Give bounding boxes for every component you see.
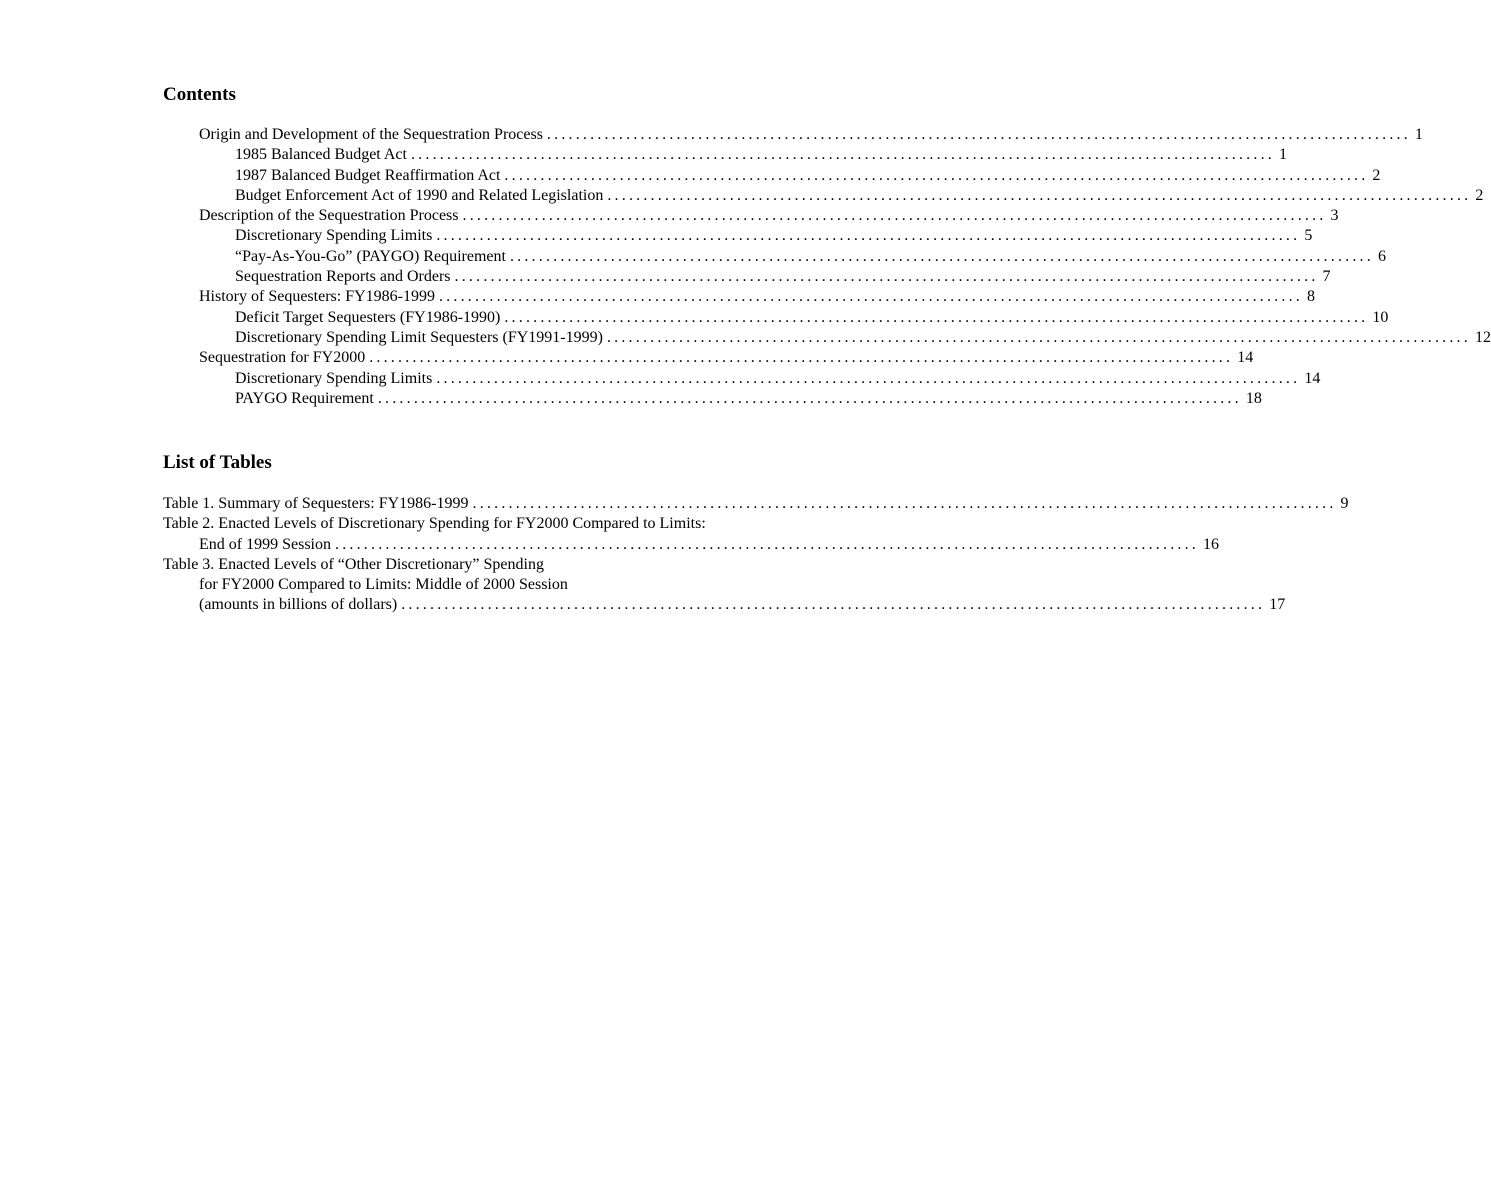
- toc-entry[interactable]: [163, 125, 1423, 145]
- contents-heading: Contents: [163, 84, 236, 105]
- toc-entry-page: 1: [1278, 146, 1287, 164]
- table-entry-2-line-1[interactable]: Table 2. Enacted Levels of Discretionary Spending for FY2000 Compared to Limits:: [163, 515, 706, 533]
- toc-entry-title: Deficit Target Sequesters (FY1986-1990): [235, 308, 501, 326]
- toc-entry-title: “Pay-As-You-Go” (PAYGO) Requirement: [235, 247, 506, 265]
- toc-entry-title: Sequestration for FY2000: [199, 349, 366, 367]
- dot-leader: ........................................................................................................................: [410, 146, 1275, 164]
- toc-entry[interactable]: [163, 348, 1254, 368]
- toc-entry[interactable]: [163, 166, 1381, 186]
- table-entry-3-line-2[interactable]: for FY2000 Compared to Limits: Middle of 2000 Session: [199, 576, 568, 594]
- toc-entry[interactable]: [163, 328, 1491, 348]
- toc-entry[interactable]: [163, 369, 1321, 389]
- dot-leader: ........................................................................................................................: [436, 369, 1301, 387]
- toc-entry-title: Discretionary Spending Limits: [235, 227, 433, 245]
- toc-entry-title: History of Sequesters: FY1986-1999: [199, 288, 435, 306]
- table-entry-page: 16: [1203, 535, 1219, 553]
- toc-entry[interactable]: [163, 206, 1339, 226]
- toc-entry-title: Description of the Sequestration Process: [199, 207, 459, 225]
- dot-leader: ........................................................................................................................: [454, 268, 1319, 286]
- toc-entry-title: PAYGO Requirement: [235, 389, 374, 407]
- toc-entry[interactable]: [163, 226, 1313, 246]
- contents-list: [163, 125, 1491, 409]
- dot-leader: ........................................................................................................................: [606, 328, 1471, 346]
- dot-leader: ........................................................................................................................: [436, 227, 1301, 245]
- table-entry-1[interactable]: [163, 494, 1349, 514]
- toc-entry[interactable]: [163, 186, 1484, 206]
- dot-leader: ........................................................................................................................: [607, 186, 1472, 204]
- dot-leader: ........................................................................................................................: [401, 596, 1266, 614]
- toc-entry-title: Budget Enforcement Act of 1990 and Related Legislation: [235, 186, 604, 204]
- toc-entry-page: 6: [1377, 247, 1386, 265]
- dot-leader: ........................................................................................................................: [438, 288, 1303, 306]
- table-entry-title: End of 1999 Session: [199, 535, 331, 553]
- dot-leader: ........................................................................................................................: [509, 247, 1374, 265]
- table-entry-2[interactable]: [163, 535, 1219, 555]
- dot-leader: ........................................................................................................................: [472, 495, 1337, 512]
- table-entry-page: 17: [1269, 596, 1286, 614]
- toc-entry-page: 1: [1414, 126, 1423, 143]
- list-of-tables-heading: List of Tables: [163, 452, 272, 473]
- dot-leader: ........................................................................................................................: [369, 349, 1234, 367]
- toc-entry-page: 5: [1304, 227, 1313, 245]
- table-entry-3[interactable]: [163, 595, 1286, 615]
- dot-leader: ........................................................................................................................: [462, 207, 1327, 225]
- toc-entry-page: 14: [1304, 369, 1321, 387]
- toc-entry-title: 1985 Balanced Budget Act: [235, 146, 407, 164]
- toc-entry[interactable]: [163, 287, 1315, 307]
- toc-entry-title: Origin and Development of the Sequestration Process: [199, 126, 543, 143]
- toc-entry-page: 2: [1372, 166, 1381, 184]
- dot-leader: ........................................................................................................................: [504, 166, 1369, 184]
- toc-entry-page: 18: [1245, 389, 1262, 407]
- toc-entry-title: Discretionary Spending Limits: [235, 369, 433, 387]
- table-entry-title: Table 1. Summary of Sequesters: FY1986-1999: [163, 495, 469, 512]
- toc-entry-page: 7: [1322, 268, 1331, 286]
- toc-entry-title: Discretionary Spending Limit Sequesters (FY1991-1999): [235, 328, 603, 346]
- toc-entry[interactable]: [163, 308, 1389, 328]
- toc-entry[interactable]: [163, 247, 1386, 267]
- toc-entry-page: 10: [1372, 308, 1389, 326]
- toc-entry-page: 3: [1330, 207, 1339, 225]
- dot-leader: ........................................................................................................................: [504, 308, 1369, 326]
- table-entry-page: 9: [1340, 495, 1349, 512]
- table-entry-title: (amounts in billions of dollars): [199, 596, 398, 614]
- list-of-tables: [163, 494, 1349, 616]
- toc-entry[interactable]: [163, 389, 1262, 409]
- toc-entry-page: 8: [1306, 288, 1315, 306]
- toc-entry-page: 14: [1237, 349, 1254, 367]
- toc-entry[interactable]: [163, 145, 1287, 165]
- toc-entry-title: Sequestration Reports and Orders: [235, 268, 451, 286]
- toc-entry-page: 2: [1475, 186, 1484, 204]
- dot-leader: ........................................................................................................................: [377, 389, 1242, 407]
- dot-leader: ........................................................................................................................: [546, 126, 1411, 143]
- dot-leader: ........................................................................................................................: [335, 535, 1199, 553]
- toc-entry-page: 12: [1474, 328, 1491, 346]
- toc-entry[interactable]: [163, 267, 1331, 287]
- table-entry-3-line-1[interactable]: Table 3. Enacted Levels of “Other Discretionary” Spending: [163, 555, 544, 573]
- toc-entry-title: 1987 Balanced Budget Reaffirmation Act: [235, 166, 501, 184]
